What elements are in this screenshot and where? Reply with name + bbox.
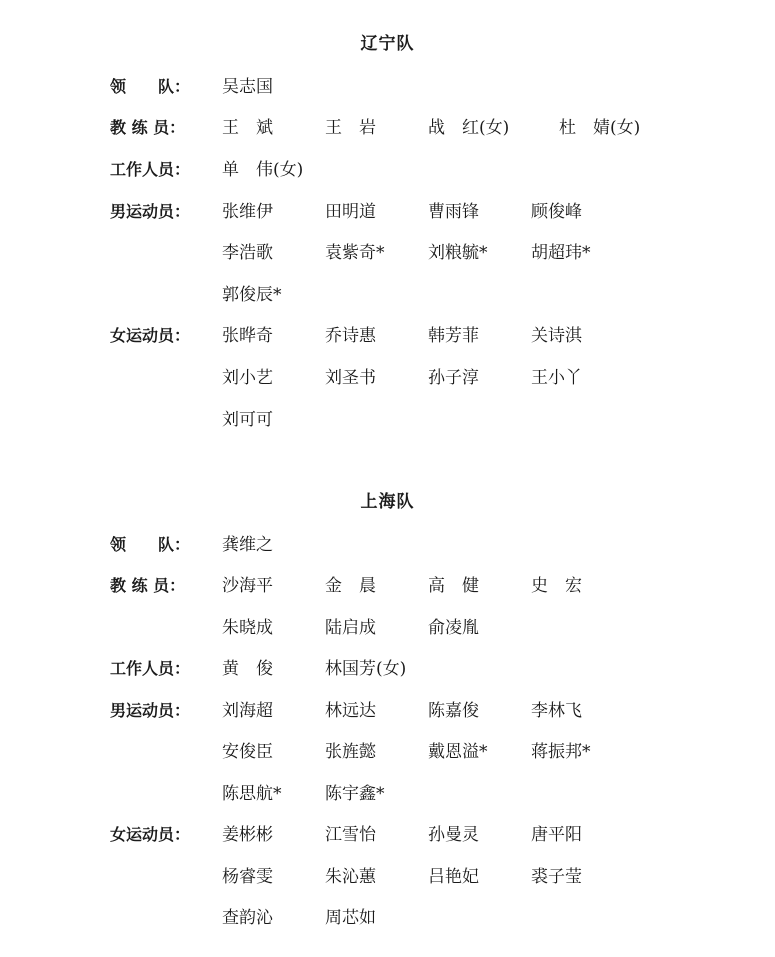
person-name: 战 红(女) — [428, 118, 510, 138]
person-name: 张旌懿 — [325, 742, 376, 762]
person-name: 顾俊峰 — [531, 202, 582, 222]
person-name: 史 宏 — [531, 576, 582, 596]
female-athletes-row — [0, 324, 775, 348]
female-athletes-row — [0, 906, 775, 930]
person-name: 朱晓成 — [222, 618, 273, 638]
person-name: 龚维之 — [222, 535, 273, 555]
person-name: 吕艳妃 — [428, 867, 479, 887]
team-title: 辽宁队 — [360, 34, 415, 54]
person-name: 周芯如 — [325, 908, 376, 928]
male-athletes-row — [0, 782, 775, 806]
person-name: 朱沁蕙 — [325, 867, 376, 887]
person-name: 刘粮毓* — [428, 243, 488, 263]
team-title: 上海队 — [360, 492, 415, 512]
person-name: 高 健 — [428, 576, 479, 596]
person-name: 姜彬彬 — [222, 825, 273, 845]
role-label-staff: 工作人员： — [110, 160, 191, 179]
staff-row — [0, 657, 775, 681]
role-label-male-athletes: 男运动员： — [110, 701, 191, 720]
person-name: 张晔奇 — [222, 326, 273, 346]
role-label-female-athletes: 女运动员： — [110, 326, 191, 345]
coach-row — [0, 116, 775, 140]
person-name: 关诗淇 — [531, 326, 582, 346]
person-name: 田明道 — [325, 202, 376, 222]
person-name: 李浩歌 — [222, 243, 273, 263]
person-name: 曹雨锋 — [428, 202, 479, 222]
person-name: 林国芳(女) — [325, 659, 407, 679]
female-athletes-row — [0, 865, 775, 889]
person-name: 吴志国 — [222, 77, 273, 97]
role-label-male-athletes: 男运动员： — [110, 202, 191, 221]
female-athletes-row — [0, 823, 775, 847]
person-name: 单 伟(女) — [222, 160, 304, 180]
person-name: 郭俊辰* — [222, 285, 282, 305]
person-name: 黄 俊 — [222, 659, 273, 679]
person-name: 俞凌胤 — [428, 618, 479, 638]
person-name: 袁紫奇* — [325, 243, 385, 263]
leader-row — [0, 75, 775, 99]
male-athletes-row — [0, 200, 775, 224]
person-name: 裘子莹 — [531, 867, 582, 887]
person-name: 唐平阳 — [531, 825, 582, 845]
person-name: 韩芳菲 — [428, 326, 479, 346]
leader-row — [0, 533, 775, 557]
person-name: 江雪怡 — [325, 825, 376, 845]
coach-row — [0, 616, 775, 640]
person-name: 林远达 — [325, 701, 376, 721]
coach-row — [0, 574, 775, 598]
role-label-coach: 教 练 员： — [110, 118, 186, 137]
person-name: 王 斌 — [222, 118, 273, 138]
person-name: 戴恩溢* — [428, 742, 488, 762]
staff-row — [0, 158, 775, 182]
male-athletes-row — [0, 241, 775, 265]
male-athletes-row — [0, 699, 775, 723]
person-name: 沙海平 — [222, 576, 273, 596]
person-name: 胡超玮* — [531, 243, 591, 263]
person-name: 刘海超 — [222, 701, 273, 721]
person-name: 孙曼灵 — [428, 825, 479, 845]
person-name: 王 岩 — [325, 118, 376, 138]
role-label-leader: 领 队： — [110, 535, 191, 554]
person-name: 孙子淳 — [428, 368, 479, 388]
person-name: 陈思航* — [222, 784, 282, 804]
female-athletes-row — [0, 366, 775, 390]
person-name: 蒋振邦* — [531, 742, 591, 762]
person-name: 杨睿雯 — [222, 867, 273, 887]
person-name: 刘小艺 — [222, 368, 273, 388]
person-name: 张维伊 — [222, 202, 273, 222]
person-name: 王小丫 — [531, 368, 582, 388]
role-label-female-athletes: 女运动员： — [110, 825, 191, 844]
female-athletes-row — [0, 408, 775, 432]
person-name: 杜 婧(女) — [559, 118, 641, 138]
person-name: 刘可可 — [222, 410, 273, 430]
male-athletes-row — [0, 740, 775, 764]
male-athletes-row — [0, 283, 775, 307]
person-name: 刘圣书 — [325, 368, 376, 388]
person-name: 安俊臣 — [222, 742, 273, 762]
person-name: 陈嘉俊 — [428, 701, 479, 721]
role-label-coach: 教 练 员： — [110, 576, 186, 595]
role-label-leader: 领 队： — [110, 77, 191, 96]
person-name: 查韵沁 — [222, 908, 273, 928]
person-name: 陆启成 — [325, 618, 376, 638]
person-name: 陈宇鑫* — [325, 784, 385, 804]
person-name: 金 晨 — [325, 576, 376, 596]
person-name: 李林飞 — [531, 701, 582, 721]
role-label-staff: 工作人员： — [110, 659, 191, 678]
person-name: 乔诗惠 — [325, 326, 376, 346]
